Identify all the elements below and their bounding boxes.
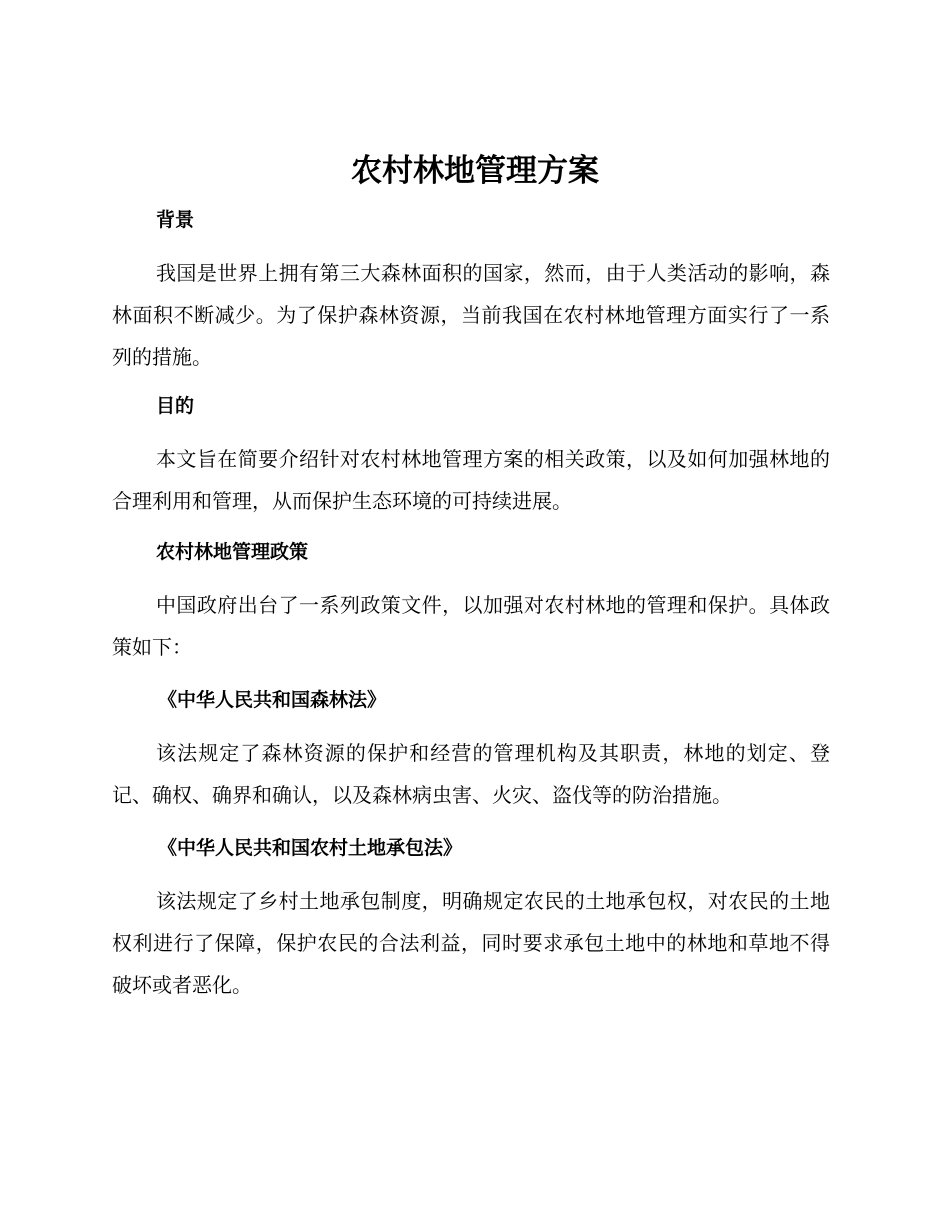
section-heading-background: 背景 xyxy=(156,209,195,231)
section-paragraph-land-contract-law: 该法规定了乡村土地承包制度，明确规定农民的土地承包权，对农民的土地权利进行了保障，保护农民的合法利益，同时要求承包土地中的林地和草地不得破坏或者恶化。 xyxy=(112,889,830,997)
section-heading-land-contract-law: 《中华人民共和国农村土地承包法》 xyxy=(158,837,463,859)
section-paragraph-forest-law: 该法规定了森林资源的保护和经营的管理机构及其职责，林地的划定、登记、确权、确界和确认，以及森林病虫害、火灾、盗伐等的防治措施。 xyxy=(112,741,830,807)
section-heading-policy: 农村林地管理政策 xyxy=(156,541,309,563)
section-heading-purpose: 目的 xyxy=(156,395,195,417)
section-paragraph-purpose: 本文旨在简要介绍针对农村林地管理方案的相关政策，以及如何加强林地的合理利用和管理，从而保护生态环境的可持续进展。 xyxy=(112,447,830,513)
section-paragraph-background: 我国是世界上拥有第三大森林面积的国家，然而，由于人类活动的影响，森林面积不断减少。为了保护森林资源，当前我国在农村林地管理方面实行了一系列的措施。 xyxy=(112,261,830,369)
section-paragraph-policy: 中国政府出台了一系列政策文件，以加强对农村林地的管理和保护。具体政策如下： xyxy=(112,593,830,659)
section-heading-forest-law: 《中华人民共和国森林法》 xyxy=(158,689,387,711)
document-title: 农村林地管理方案 xyxy=(351,153,599,189)
document-body xyxy=(112,200,830,1006)
